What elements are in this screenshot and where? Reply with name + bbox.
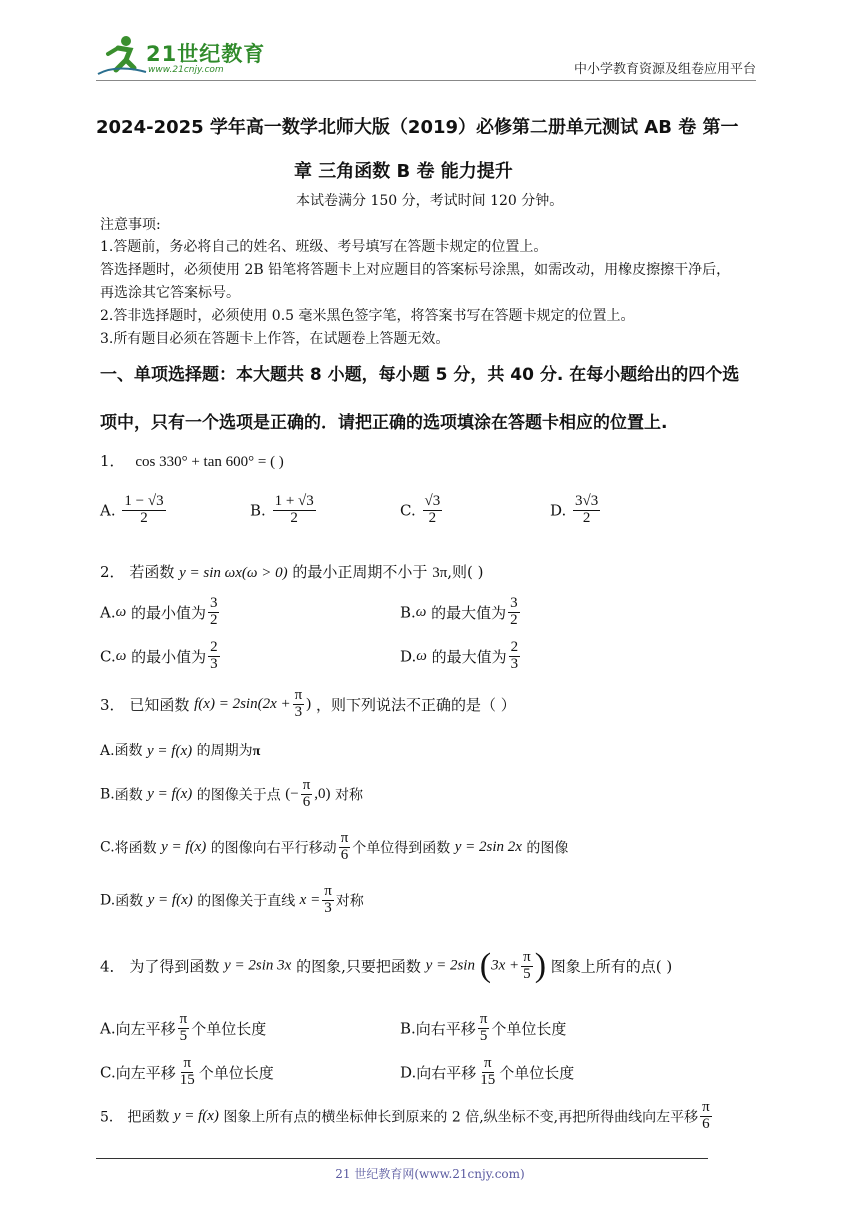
notes-item-1: 1.答题前，务必将自己的姓名、班级、考号填写在答题卡规定的位置上。 <box>100 239 548 255</box>
option-d[interactable]: D.函数 y = f(x) 的图像关于直线 x = $\frac{\pi}{3}$ 对称 <box>100 883 364 916</box>
question-number: 5． <box>100 1109 123 1126</box>
question-text: 图象上所有点的横坐标伸长到原来的 2 倍,纵坐标不变,再把所得曲线向左平移 <box>223 1109 699 1126</box>
question-3: 3． 已知函数 f(x) = 2sin(2x + $\frac{\pi}{3}$ ) ，则下列说法不正确的是（ ） <box>100 687 516 720</box>
logo-text: 21世纪教育 <box>146 42 266 66</box>
notes-item-2a: 答选择题时，必须使用 2B 铅笔将答题卡上对应题目的答案标号涂黑，如需改动，用橡皮擦擦干净后， <box>100 262 731 278</box>
footer-divider <box>96 1158 708 1159</box>
footer-text: 21 世纪教育网(www.21cnjy.com) <box>335 1167 525 1181</box>
logo <box>96 34 266 78</box>
option-a[interactable]: A.ω 的最小值为 $\frac{3}{2}$ <box>100 595 218 628</box>
notes-heading: 注意事项: <box>100 217 161 233</box>
notes-item-4: 3.所有题目必须在答题卡上作答，在试题卷上答题无效。 <box>100 331 450 347</box>
page-title-line2: 章 三角函数 B 卷 能力提升 <box>294 161 513 182</box>
option-label: D. <box>550 501 567 520</box>
section-heading: 一、单项选择题：本大题共 8 小题，每小题 5 分，共 40 分. 在每小题给出的四个选 <box>100 365 740 385</box>
question-number: 2． <box>100 563 125 581</box>
page-title: 2024-2025 学年高一数学北师大版（2019）必修第二册单元测试 AB 卷 第一 <box>96 117 739 138</box>
option-fraction: $\frac{1 + √3}{2}$ <box>274 493 314 526</box>
question-text: 的最小正周期不小于 <box>292 563 428 581</box>
option-b[interactable] <box>250 494 318 527</box>
notes-item-3: 2.答非选择题时，必须使用 0.5 毫米黑色签字笔，将答案书写在答题卡规定的位置上。 <box>100 308 635 324</box>
option-c[interactable]: C.ω 的最小值为 $\frac{2}{3}$ <box>100 639 218 672</box>
question-number: 3． <box>100 695 125 714</box>
question-expression: cos 330° + tan 600° = ( ) <box>135 454 284 470</box>
option-a[interactable]: A.向左平移 $\frac{\pi}{5}$ 个单位长度 <box>100 1011 267 1044</box>
option-d[interactable]: D.ω 的最大值为 $\frac{2}{3}$ <box>400 639 519 672</box>
question-text: 图象上所有的点( ) <box>550 957 673 976</box>
runner-logo-icon <box>96 34 148 78</box>
page-subtitle: 本试卷满分 150 分，考试时间 120 分钟。 <box>296 193 564 209</box>
question-text: 为了得到函数 <box>129 957 220 976</box>
option-a[interactable]: A.函数 y = f(x) 的周期为π <box>100 743 261 759</box>
option-fraction: $\frac{√3}{2}$ <box>424 493 441 526</box>
option-label: C. <box>400 501 416 520</box>
notes-item-2b: 再选涂其它答案标号。 <box>100 285 240 301</box>
header-right-text: 中小学教育资源及组卷应用平台 <box>573 62 756 77</box>
option-c[interactable]: C.将函数 y = f(x) 的图像向右平行移动 $\frac{\pi}{6}$ 个单位得到函数 y = 2sin 2x 的图像 <box>100 830 569 863</box>
question-2-options <box>100 596 700 688</box>
section-heading-line2: 项中，只有一个选项是正确的．请把正确的选项填涂在答题卡相应的位置上. <box>100 413 668 433</box>
question-4: 4． 为了得到函数 y = 2sin 3x 的图象,只要把函数 y = 2sin (3x + $\frac{\pi}{5}$ ) 图象上所有的点( ) <box>100 947 673 984</box>
option-c[interactable] <box>400 494 444 527</box>
option-label: A. <box>100 501 116 520</box>
question-expression: y = sin ωx(ω > 0) <box>179 565 288 581</box>
question-text: ，则下列说法不正确的是（ ） <box>315 695 516 714</box>
question-text: 已知函数 <box>129 695 190 714</box>
option-a[interactable] <box>100 494 168 527</box>
question-1 <box>100 450 284 471</box>
question-5: 5． 把函数 y = f(x) 图象上所有点的横坐标伸长到原来的 2 倍,纵坐标不变,再把所得曲线向左平移 $\frac{\pi}{6}$ <box>100 1099 710 1132</box>
logo-url: www.21cnjy.com <box>148 65 224 75</box>
option-fraction: $\frac{3√3}{2}$ <box>575 493 599 526</box>
header-divider <box>96 80 756 81</box>
question-number: 1． <box>100 452 125 470</box>
question-2 <box>100 561 484 582</box>
question-text: 若函数 <box>129 563 175 581</box>
option-d[interactable]: D.向右平移 $\frac{\pi}{15}$ 个单位长度 <box>400 1055 575 1088</box>
question-text: ,则( ) <box>447 563 484 581</box>
option-label: B. <box>250 501 266 520</box>
option-b[interactable]: B.ω 的最大值为 $\frac{3}{2}$ <box>400 595 518 628</box>
question-text: 把函数 <box>127 1109 170 1126</box>
option-fraction: $\frac{1 - √3}{2}$ <box>124 493 164 526</box>
option-b[interactable]: B.向右平移 $\frac{\pi}{5}$ 个单位长度 <box>400 1011 567 1044</box>
option-d[interactable] <box>550 494 602 527</box>
option-b[interactable]: B.函数 y = f(x) 的图像关于点 (− $\frac{\pi}{6}$ ,0) 对称 <box>100 777 363 810</box>
option-c[interactable]: C.向左平移 $\frac{\pi}{15}$ 个单位长度 <box>100 1055 274 1088</box>
question-value: 3π <box>432 565 448 581</box>
question-1-options <box>100 494 700 542</box>
question-4-options <box>100 1012 700 1096</box>
question-number: 4． <box>100 957 125 976</box>
question-text: 的图象,只要把函数 <box>296 957 421 976</box>
